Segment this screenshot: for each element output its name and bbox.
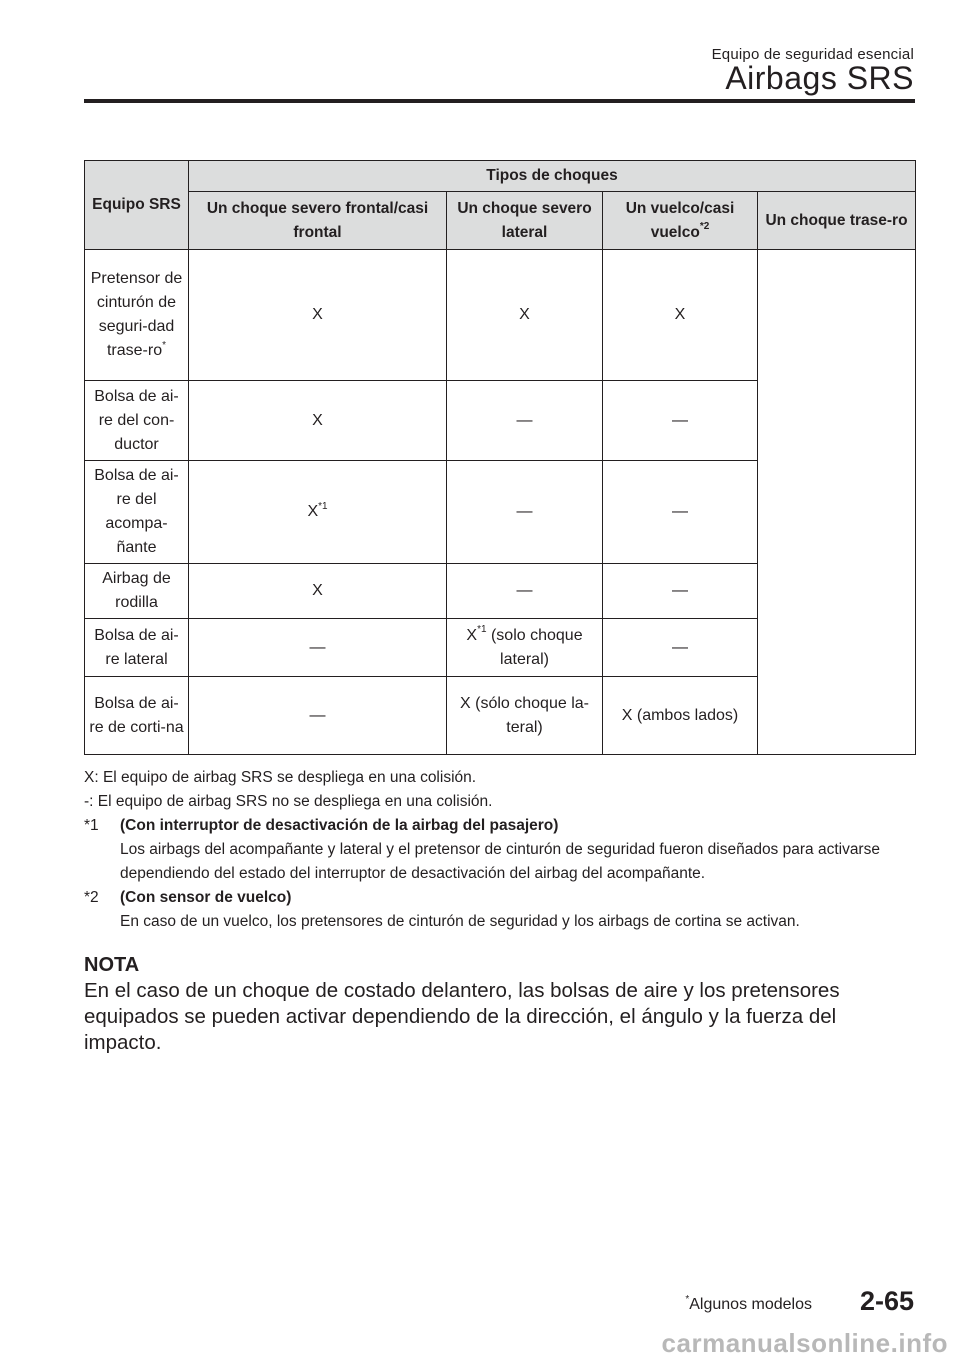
cell-frontal bbox=[189, 564, 447, 619]
cell-vuelco bbox=[603, 250, 758, 381]
equipment-name bbox=[85, 381, 189, 461]
col-header-equipo: Equipo SRS bbox=[85, 161, 189, 250]
legend-dash: -: El equipo de airbag SRS no se despliega en una colisión. bbox=[84, 793, 493, 810]
footnote-2-mark: *2 bbox=[84, 889, 99, 906]
equipment-name-text: Pretensor de cinturón de seguri-dad trase-ro bbox=[90, 270, 183, 359]
col-header-vuelco-label: Un vuelco/casi vuelco bbox=[625, 199, 735, 241]
cell-vuelco-text: — bbox=[672, 582, 688, 599]
footer-note bbox=[685, 1293, 812, 1314]
airbag-deployment-table bbox=[84, 160, 916, 755]
cell-vuelco-text: — bbox=[672, 411, 688, 429]
nota-heading: NOTA bbox=[84, 954, 140, 976]
footnote-2-title: (Con sensor de vuelco) bbox=[120, 889, 292, 906]
cell-lateral bbox=[447, 461, 603, 564]
equipment-name bbox=[85, 677, 189, 755]
page-title: Airbags SRS bbox=[725, 60, 914, 96]
footnote-1-title: (Con interruptor de desactivación de la airbag del pasajero) bbox=[120, 817, 559, 834]
equipment-name-text: Bolsa de ai-re de corti-na bbox=[89, 694, 184, 736]
footnote-1-body: Los airbags del acompañante y lateral y el pretensor de cinturón de seguridad fueron diseñados para activarse dependiendo del estado del interruptor de desactivación del airbag del acompañante. bbox=[120, 841, 880, 882]
footer-note-text: Algunos modelos bbox=[689, 1296, 812, 1313]
equipment-name bbox=[85, 619, 189, 677]
cell-frontal bbox=[189, 461, 447, 564]
cell-vuelco bbox=[603, 461, 758, 564]
cell-lateral bbox=[447, 677, 603, 755]
col-header-frontal: Un choque severo frontal/casi frontal bbox=[189, 192, 447, 250]
cell-trasero-empty bbox=[758, 250, 916, 755]
equipment-name-text: Bolsa de ai-re del con-ductor bbox=[94, 387, 179, 453]
footer-note-mark: * bbox=[685, 1293, 690, 1305]
cell-vuelco-text: — bbox=[672, 503, 688, 520]
cell-lateral bbox=[447, 381, 603, 461]
cell-frontal-text: X bbox=[312, 582, 323, 599]
cell-vuelco-text: — bbox=[672, 638, 688, 656]
page-number: 2-65 bbox=[859, 1286, 914, 1316]
section-subtitle: Equipo de seguridad esencial bbox=[711, 46, 914, 63]
col-header-trasero: Un choque trase-ro bbox=[758, 192, 916, 250]
col-header-lateral: Un choque severo lateral bbox=[447, 192, 603, 250]
cell-lateral bbox=[447, 619, 603, 677]
cell-vuelco-text: X (ambos lados) bbox=[621, 706, 739, 724]
col-header-vuelco bbox=[603, 192, 758, 250]
cell-lateral bbox=[447, 564, 603, 619]
equipment-name-text: Bolsa de ai-re lateral bbox=[94, 626, 179, 668]
footnote-ref: * bbox=[162, 339, 167, 351]
table-legend bbox=[84, 766, 915, 934]
cell-frontal bbox=[189, 677, 447, 755]
equipment-name-text: Airbag de rodilla bbox=[102, 570, 171, 611]
cell-frontal bbox=[189, 619, 447, 677]
cell-vuelco bbox=[603, 619, 758, 677]
cell-lateral-extra: (solo choque lateral) bbox=[486, 626, 583, 668]
equipment-name-text: Bolsa de ai-re del acompa-ñante bbox=[94, 467, 179, 556]
equipment-name bbox=[85, 564, 189, 619]
equipment-name bbox=[85, 250, 189, 381]
table-row bbox=[85, 250, 916, 381]
footnote-ref: *2 bbox=[699, 221, 710, 233]
cell-vuelco bbox=[603, 564, 758, 619]
cell-frontal-text: X bbox=[307, 503, 319, 520]
nota-body: En el caso de un choque de costado delantero, las bolsas de aire y los pretensores equipados se pueden activar dependiendo de la dirección, el ángulo y la fuerza del impacto. bbox=[84, 979, 840, 1054]
cell-frontal-text: — bbox=[309, 638, 326, 656]
group-header-tipos: Tipos de choques bbox=[189, 161, 916, 192]
footnote-2-body: En caso de un vuelco, los pretensores de cinturón de seguridad y los airbags de cortina se activan. bbox=[120, 913, 800, 930]
cell-lateral-text: X (sólo choque la-teral) bbox=[460, 694, 589, 736]
footnote-1-mark: *1 bbox=[84, 817, 99, 834]
cell-frontal bbox=[189, 381, 447, 461]
cell-lateral-text: X bbox=[466, 626, 478, 644]
cell-vuelco bbox=[603, 677, 758, 755]
cell-lateral-text: — bbox=[516, 411, 533, 429]
header-divider bbox=[84, 99, 915, 103]
cell-lateral-text: X bbox=[519, 306, 530, 323]
watermark: carmanualsonline.info bbox=[661, 1328, 948, 1358]
cell-frontal-text: X bbox=[312, 306, 323, 323]
footnote-2 bbox=[84, 886, 915, 934]
cell-frontal bbox=[189, 250, 447, 381]
footnote-1 bbox=[84, 814, 915, 886]
cell-vuelco-text: X bbox=[674, 306, 686, 323]
cell-vuelco bbox=[603, 381, 758, 461]
footnote-ref: *1 bbox=[318, 500, 328, 512]
cell-frontal-text: X bbox=[312, 411, 323, 429]
equipment-name bbox=[85, 461, 189, 564]
legend-x: X: El equipo de airbag SRS se despliega en una colisión. bbox=[84, 769, 477, 786]
cell-frontal-text: — bbox=[309, 706, 326, 724]
cell-lateral-text: — bbox=[516, 582, 533, 599]
cell-lateral-text: — bbox=[516, 503, 533, 520]
nota-block bbox=[84, 952, 915, 1056]
footnote-ref: *1 bbox=[477, 624, 487, 636]
cell-lateral bbox=[447, 250, 603, 381]
